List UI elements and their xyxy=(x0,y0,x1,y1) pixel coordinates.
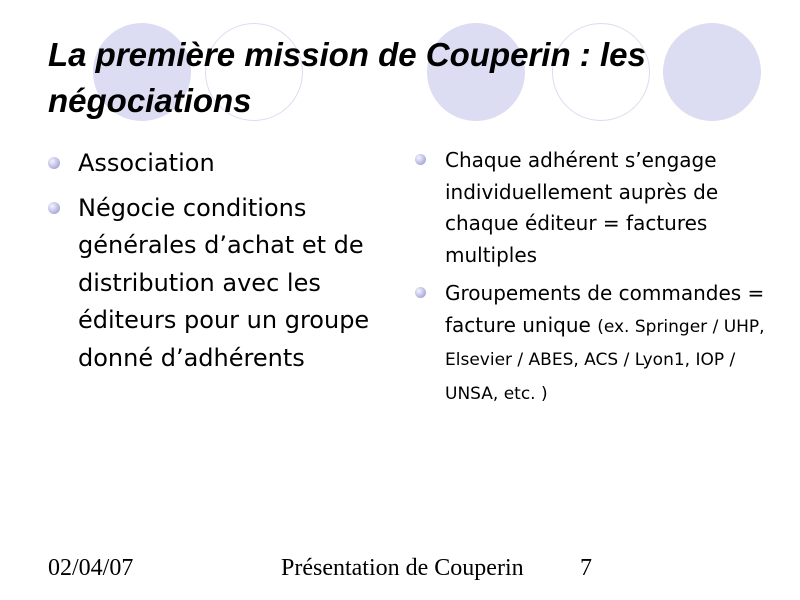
bullet-text: Chaque adhérent s’engage individuellement auprès de chaque éditeur = factures multiples xyxy=(445,148,719,267)
bullet-item xyxy=(48,145,378,183)
footer-page-number: 7 xyxy=(580,555,592,581)
bullet-item xyxy=(415,278,775,410)
bullet-text: Groupements de commandes = facture unique xyxy=(445,281,765,337)
bullet-item xyxy=(415,145,775,271)
slide-title-line: négociations xyxy=(48,82,252,119)
footer-date: 02/04/07 xyxy=(48,555,134,581)
left-bullet-list xyxy=(48,145,378,384)
bullet-dot-icon xyxy=(48,157,60,169)
bullet-dot-icon xyxy=(415,154,426,165)
bullet-dot-icon xyxy=(48,202,60,214)
right-bullet-list xyxy=(415,145,775,417)
slide-title-line: La première mission de Couperin : les xyxy=(48,36,646,73)
bullet-text: Négocie conditions générales d’achat et de distribution avec les éditeurs pour un groupe donné d’adhérents xyxy=(78,193,370,372)
bullet-example-note: (ex. Springer / UHP, Elsevier / ABES, ACS / Lyon1, IOP / UNSA, etc. ) xyxy=(445,316,765,404)
slide-title xyxy=(48,32,768,124)
bullet-dot-icon xyxy=(415,287,426,298)
bullet-item xyxy=(48,190,378,378)
bullet-text: Association xyxy=(78,149,215,177)
footer-title: Présentation de Couperin xyxy=(281,555,524,581)
